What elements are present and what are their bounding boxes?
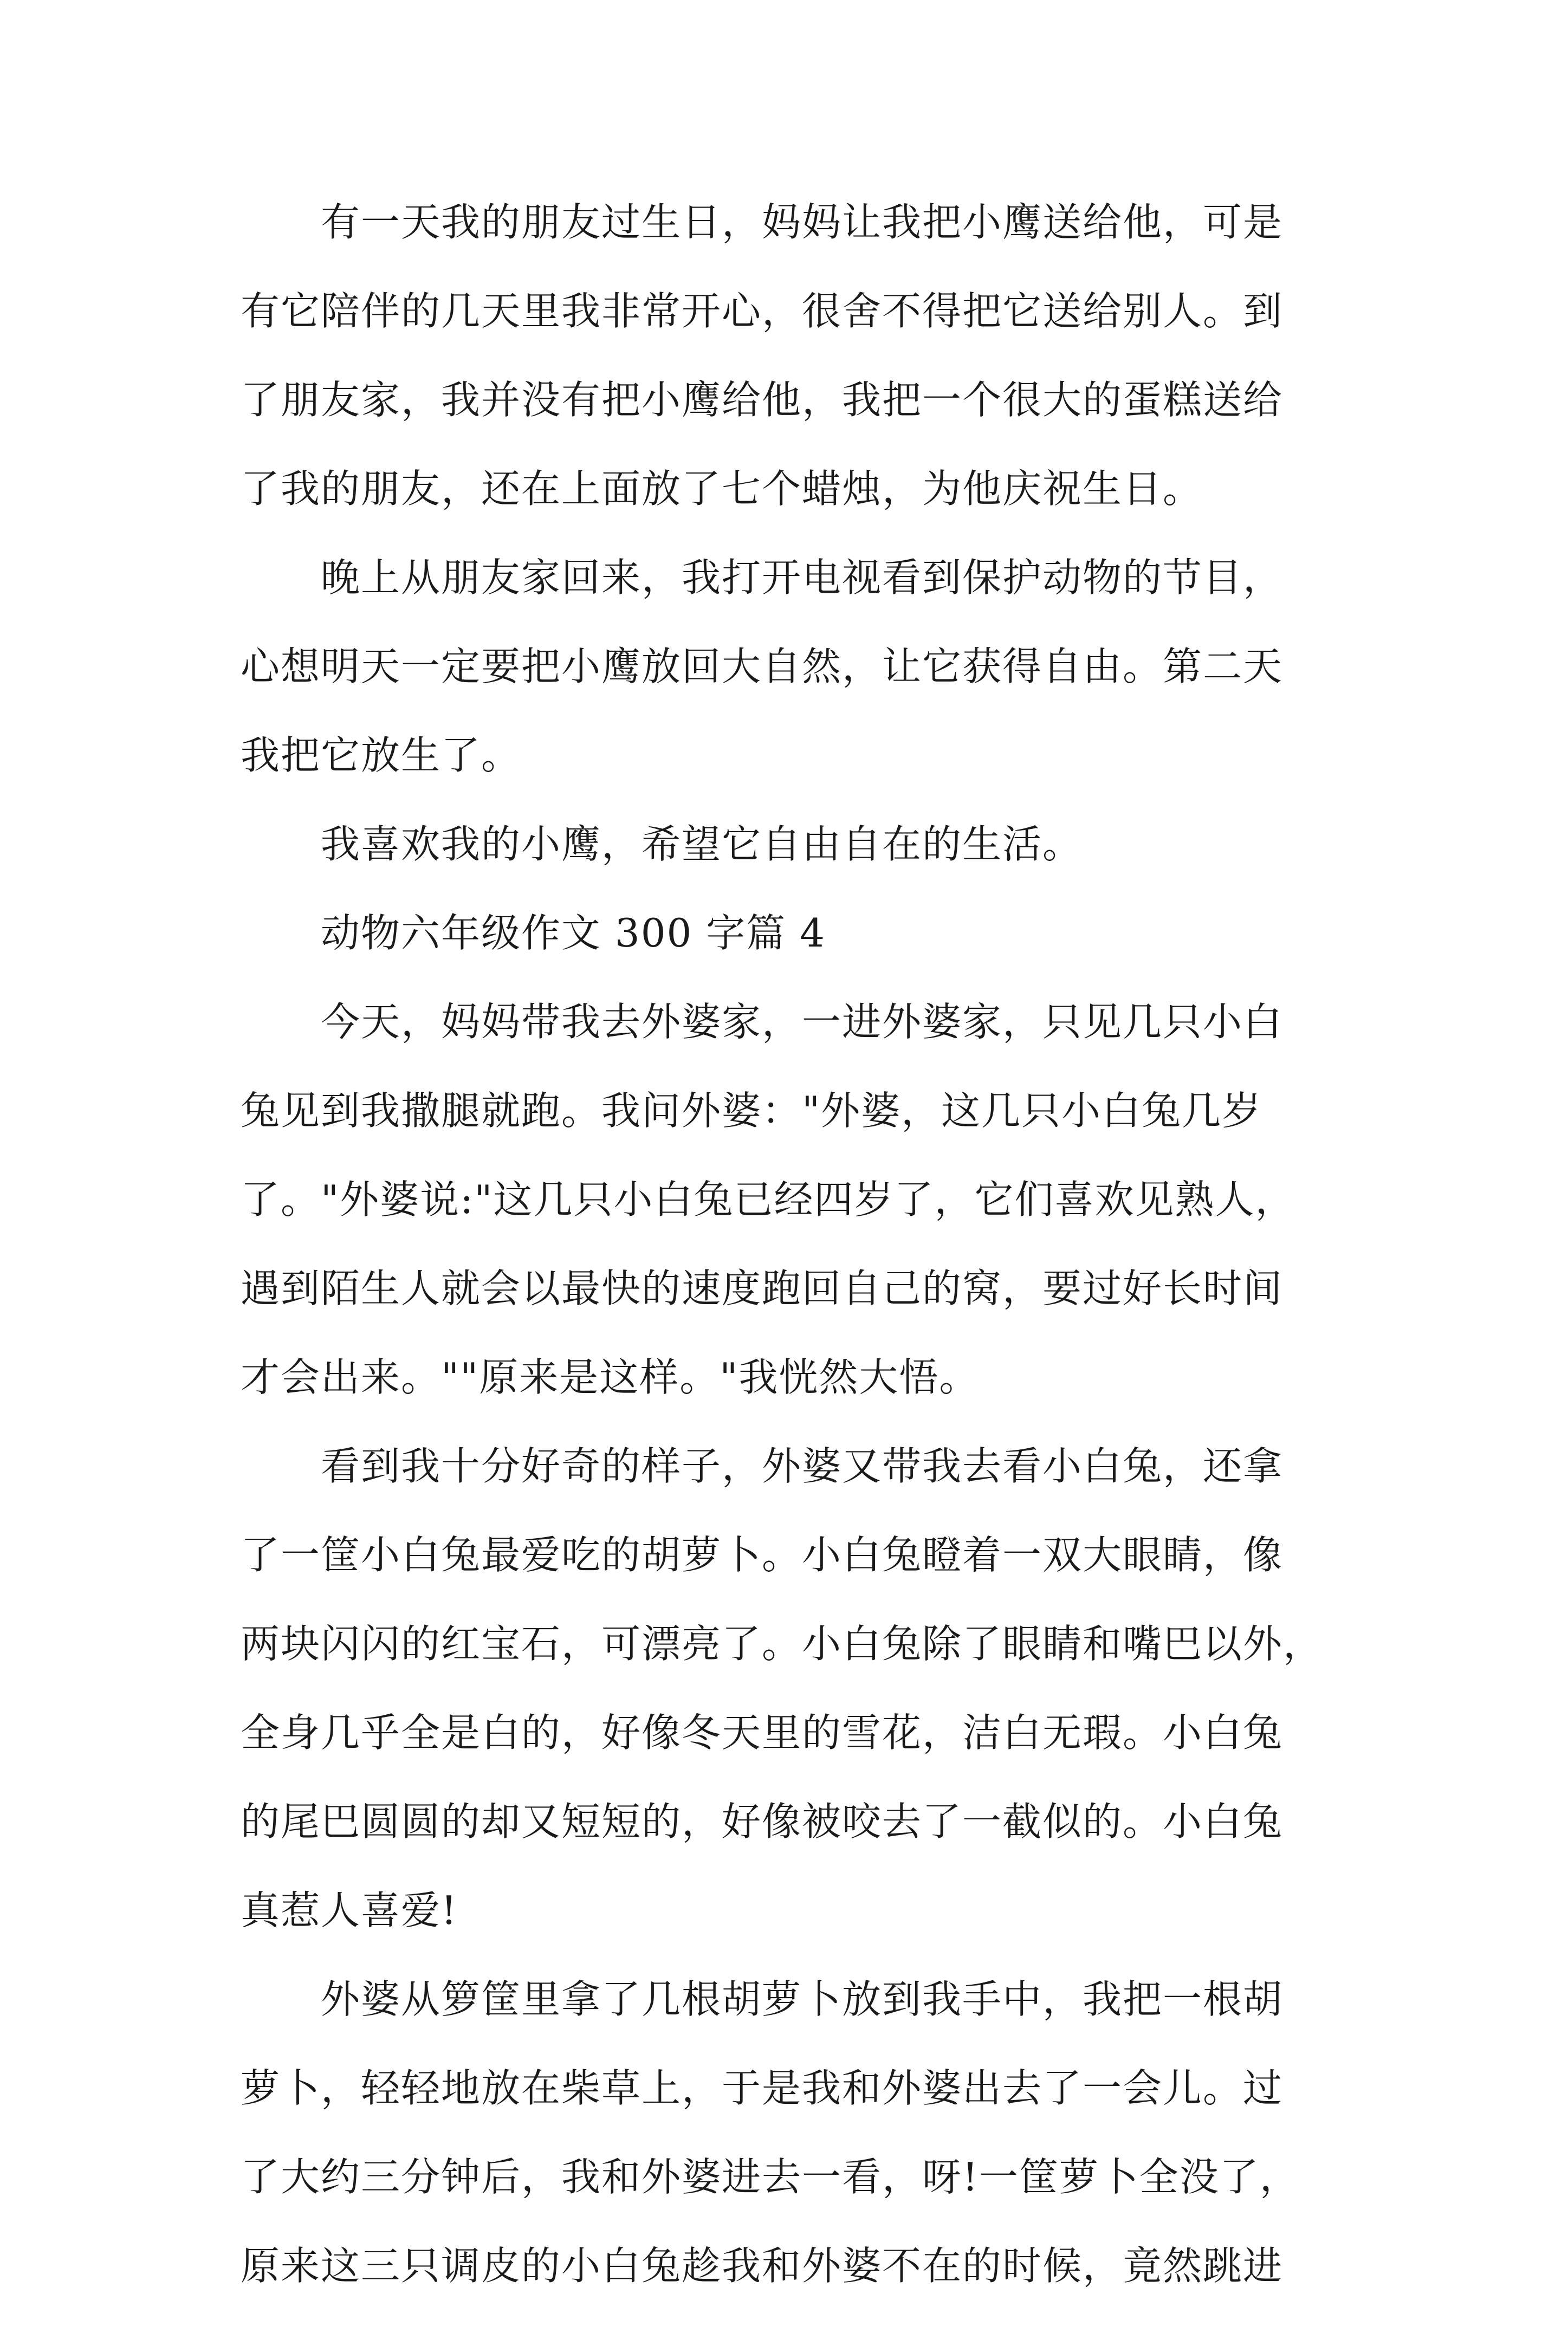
text-line: 真惹人喜爱! — [241, 1888, 458, 1933]
text-line: 今天，妈妈带我去外婆家，一进外婆家，只见几只小白 — [321, 999, 1284, 1045]
section-heading: 动物六年级作文 300 字篇 4 — [321, 910, 826, 956]
text-line: 心想明天一定要把小鹰放回大自然，让它获得自由。第二天 — [241, 644, 1284, 689]
text-line: 兔见到我撒腿就跑。我问外婆："外婆，这几只小白兔几岁 — [241, 1088, 1262, 1133]
text-line: 有它陪伴的几天里我非常开心，很舍不得把它送给别人。到 — [241, 288, 1284, 334]
text-line: 了大约三分钟后，我和外婆进去一看，呀!一筐萝卜全没了， — [241, 2154, 1300, 2200]
text-line: 晚上从朋友家回来，我打开电视看到保护动物的节目， — [321, 555, 1284, 600]
text-line: 了一筐小白兔最爱吃的胡萝卜。小白兔瞪着一双大眼睛，像 — [241, 1532, 1284, 1578]
text-line: 我把它放生了。 — [241, 733, 522, 778]
text-line: 遇到陌生人就会以最快的速度跑回自己的窝，要过好长时间 — [241, 1266, 1284, 1311]
text-line: 看到我十分好奇的样子，外婆又带我去看小白兔，还拿 — [321, 1443, 1284, 1489]
text-line: 了。"外婆说:"这几只小白兔已经四岁了，它们喜欢见熟人， — [241, 1177, 1295, 1222]
article-body — [241, 200, 1351, 2333]
text-line: 原来这三只调皮的小白兔趁我和外婆不在的时候，竟然跳进 — [241, 2243, 1284, 2289]
text-line: 的尾巴圆圆的却又短短的，好像被咬去了一截似的。小白兔 — [241, 1799, 1284, 1844]
text-line: 有一天我的朋友过生日，妈妈让我把小鹰送给他，可是 — [321, 199, 1284, 245]
text-line: 全身几乎全是白的，好像冬天里的雪花，洁白无瑕。小白兔 — [241, 1710, 1284, 1755]
text-line: 才会出来。""原来是这样。"我恍然大悟。 — [241, 1355, 980, 1400]
text-line: 了朋友家，我并没有把小鹰给他，我把一个很大的蛋糕送给 — [241, 377, 1284, 423]
text-line: 了我的朋友，还在上面放了七个蜡烛，为他庆祝生日。 — [241, 466, 1203, 511]
text-line: 萝卜，轻轻地放在柴草上，于是我和外婆出去了一会儿。过 — [241, 2065, 1284, 2111]
text-line: 两块闪闪的红宝石，可漂亮了。小白兔除了眼睛和嘴巴以外， — [241, 1621, 1324, 1667]
text-line: 我喜欢我的小鹰，希望它自由自在的生活。 — [321, 821, 1083, 867]
text-line: 外婆从箩筐里拿了几根胡萝卜放到我手中，我把一根胡 — [321, 1976, 1284, 2022]
